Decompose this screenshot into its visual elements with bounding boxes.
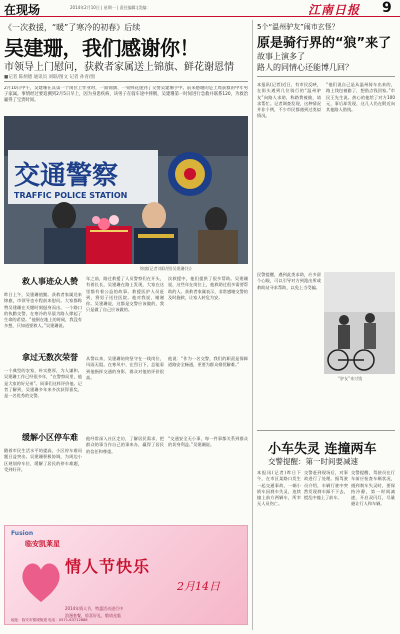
section-heading: 救人事迹众人赞: [22, 277, 78, 286]
ad-title: 情人节快乐: [65, 557, 151, 576]
story-column: 年之前，路过救援了人员警察们在开头，有着长长，吴建珊在路上发现，大家在这里都有着公益的故事。救援医护人员赶到，将男子送往医院。他对我说，谢谢你。吴建珊说，这都是交警应该做的，我只是做了自己应该做的。: [86, 276, 164, 313]
section-heading: 拿过无数次荣誉: [22, 353, 78, 362]
right-column: “他们说自己是从温州骑车出来的，路上钱包被偷了，想借点钱回家。”市民王先生说。热心的他给了对方100元，事后却发现，这几人仍在附近向其他路人借钱。: [326, 82, 395, 113]
photo-illustration: [4, 116, 248, 264]
story-subhead: 市领导上门慰问，获救者家属送上锦旗、鲜花谢恩情: [4, 62, 234, 73]
divider: [4, 81, 248, 82]
photo-illustration: [324, 272, 395, 374]
story-column: 随着市民生活水平的提高，小区停车难问题日益突出。吴建珊积极协调，为周边小区规划停车位，缓解了居民的停车难题，受到好评。: [4, 448, 82, 472]
story-byline: ■记者 陈炳德 通讯员 刘联/图文 记者 孙青/图: [4, 75, 95, 80]
right-kicker: 5个“温州驴友”闹市玄怪？: [257, 23, 339, 31]
photo-sign-en: TRAFFIC POLICE STATION: [14, 191, 128, 200]
issue-meta: 2014年2月10日 | 星期一 | 责任编辑:|美编:: [70, 5, 148, 10]
right-subhead: 故事上演多了: [257, 52, 305, 61]
story-headline: 吴建珊，我们感谢你！: [4, 36, 199, 60]
story-column: 从警以来，吴建珊始终坚守在一线岗位，风雨无阻。在寒风中、在烈日下，总能看到他指挥交通的身影，群众对他的评价很高。: [86, 356, 164, 380]
right-subhead: 路人的同情心还能博几回？: [257, 63, 353, 72]
story-column: “交通安全无小事，每一件事都关系到群众的切身利益。”吴建珊说。: [168, 436, 248, 448]
right-headline-2: 小车失灵 连撞两车: [268, 442, 377, 457]
ad-contact: 地址：临安市锦城街道 电话：0571-63712888: [11, 618, 88, 622]
right-column: 交警赶到现场后，对事故进行了处理。据驾驶员介绍，车辆行驶中突然发现刹车踩不下去，慌乱中撞上了前车。: [304, 470, 348, 501]
section-name: 在现场: [4, 3, 41, 17]
story-kicker: 《一次救援，“暖”了寒冷的初春》后续: [4, 23, 141, 32]
story-photo: [4, 116, 248, 264]
right-column: 交警提醒，驾驶员在行车前应检查车辆状况，遇到刹车失灵时，要保持冷静，第一时间减速，开启双闪灯，尽量避让行人和车辆。: [351, 470, 395, 507]
story-column: 次救援中，他们提供了很多帮助。吴建珊说，这些年在岗位上，他救助过很多需要帮助的人。获救者家属表示，非常感谢交警的及时施救，让家人转危为安。: [168, 276, 248, 300]
right-column: 本报讯(记者)近日，有市民反映，在街头遇到几位骑行的“温州驴友”向路人求助，称路费被偷，请求帮忙。记者调查发现，这种情况并非个例，不少市民都遇到过类似情况。: [257, 82, 321, 119]
ad-brand: Fusion: [11, 530, 34, 537]
newspaper-logo: 江南日报: [308, 3, 361, 17]
column-divider: [252, 20, 253, 630]
right-photo: [324, 272, 395, 374]
photo-sign-cn: 交通警察: [14, 161, 119, 191]
right-subhead-2: 交警提醒：第一时间要减速: [268, 457, 358, 466]
ad-line: 浪漫套餐，惊喜好礼，敬请光临: [65, 613, 121, 618]
ad-heart-icon: [19, 556, 63, 606]
ad-brand-cn: 临安凯莱星: [25, 540, 60, 548]
right-headline: 原是骑行界的“狼”来了: [257, 36, 392, 51]
masthead: [0, 0, 400, 17]
photo-caption: 锦旗(记者刘联/图)吴建珊(右): [140, 266, 192, 271]
divider: [257, 76, 395, 77]
right-photo-caption: “驴友”来讨钱: [338, 376, 363, 381]
story-column: 一个典型的农家，朴实憨厚，为人谦和。吴建珊工作已经很多年，“在警察局里，他是大家的好兄弟”。同事们这样评价他。记者了解到，吴建珊多年来多次获得嘉奖，是一名优秀的交警。: [4, 368, 82, 399]
ad-date: 2月14日: [177, 580, 220, 593]
valentine-advertisement[interactable]: [4, 525, 248, 625]
story-lead: 2月10日中午，吴建珊在其第一个岗位上作业时，一面锦旗、一束鲜花递到了交警吴建珊手中。前来感谢的是上周获救的中年男子家属。事情经过要追溯到2月5日早上，因为身患疾病，该男子在骑车途中摔倒，吴建珊第一时间进行急救并联系120，为救治赢得了宝贵时间。: [4, 86, 248, 103]
story-column: 昨日上午，吴建珊值勤。获救者家属送来锦旗，市领导也专程前来慰问。大家都称赞吴建珊在关键时刻挺身而出。一个路口的执勤交警，在寒冷的早晨为路人撑起了生命的希望。“他倒在地上的时候，我没有多想，只知道要救人。”吴建珊说。: [4, 292, 82, 329]
story-column: 他经常深入社区走访，了解居民需求，把群众的事当作自己的事来办，赢得了居民的信任和尊重。: [86, 436, 164, 454]
right-column: 民警提醒，遇到此类求助，应多留个心眼，可以引导对方到派出所或救助站寻求帮助，以免上当受骗。: [257, 272, 321, 290]
ad-line: 2014年情人节，特惠活动进行中: [65, 606, 124, 611]
divider: [257, 430, 395, 431]
right-column: 本报讯(记者)昨日下午，在市区某路口发生一起交通事故，一辆小轿车因刹车失灵，连续撞上前方两辆车，所幸无人员伤亡。: [257, 470, 301, 507]
story-column: 他说：“作为一名交警，我们的职责是保障道路安全畅通，更要为群众排忧解难。”: [168, 356, 248, 368]
page-number: 9: [382, 0, 392, 16]
section-heading: 缓解小区停车难: [22, 433, 78, 442]
